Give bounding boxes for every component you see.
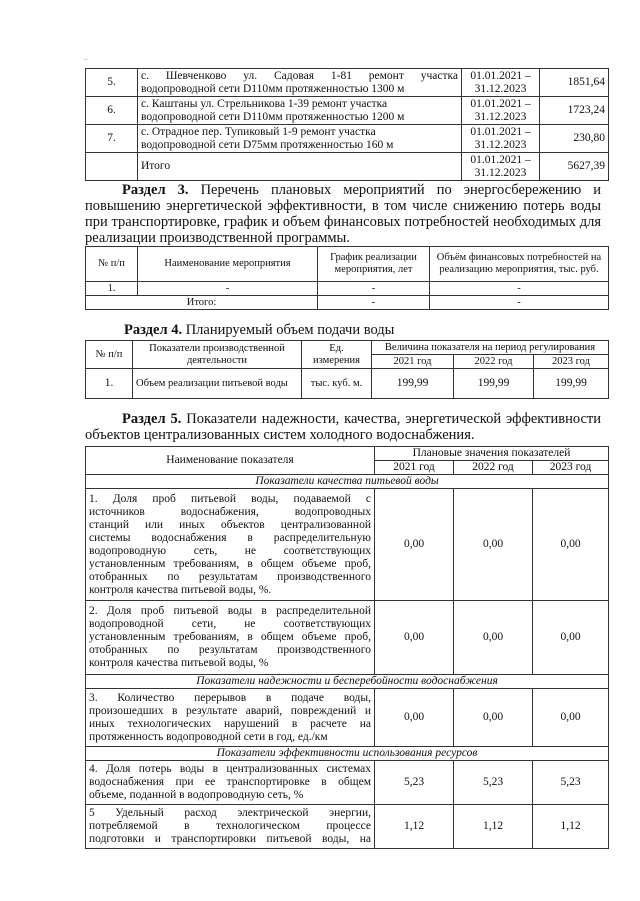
section3-table	[85, 246, 609, 310]
measure-description: с. Каштаны ул. Стрельникова 1-39 ремонт участка водопроводной сети D110мм протяженностью 1200 м	[138, 97, 462, 125]
table-row	[86, 69, 609, 97]
indicator-description: 1. Доля проб питьевой воды, подаваемой с источников водоснабжения, водопроводных станций или иных объектов централизованной системы водоснабжения в распределительную водопроводную сеть, не соответствующих установленным требованиям, в общем объеме проб, отобранных по результатам производственного контроля качества питьевой воды, %.	[86, 489, 375, 601]
indicator-description: 2. Доля проб питьевой воды в распределительной водопроводной сети, не соответствующих установленным требованиям, в общем объеме проб, отобранных по результатам производственного контроля качества питьевой воды, %	[86, 601, 375, 675]
table-row: 1. - - -	[86, 282, 609, 296]
measure-value: 230,80	[540, 125, 609, 153]
total-value: 5627,39	[540, 153, 609, 181]
table-header-row: 2021 год 2022 год 2023 год	[86, 461, 609, 475]
table-row: 3. Количество перерывов в подаче воды, произошедших в результате аварий, повреждений и иных технологических нарушений в расчете на протяженность водопроводной сети в год, ед./км 0,00 0,00 0,00	[86, 689, 609, 747]
measure-period: 01.01.2021 – 31.12.2023	[462, 97, 540, 125]
indicator-description: 4. Доля потерь воды в централизованных системах водоснабжения при ее транспортировке в общем объеме, поданной в водопроводную сеть, %	[86, 761, 375, 805]
header-mark: ..	[83, 52, 88, 62]
table-row: 4. Доля потерь воды в централизованных системах водоснабжения при ее транспортировке в общем объеме, поданной в водопроводную сеть, % 5,23 5,23 5,23	[86, 761, 609, 805]
indicators-table	[85, 446, 609, 849]
row-number: 7.	[86, 125, 138, 153]
table-header-row: № п/п Показатели производственной деятельности Ед. измерения Величина показателя на период регулирования	[86, 341, 609, 355]
table-header-row: Наименование показателя Плановые значения показателей	[86, 447, 609, 461]
group-row: Показатели эффективности использования ресурсов	[86, 747, 609, 761]
measure-value: 1851,64	[540, 69, 609, 97]
table-row	[86, 97, 609, 125]
row-number: 5.	[86, 69, 138, 97]
section3-heading: Раздел 3. Перечень плановых мероприятий по энергосбережению и повышению энергетической эффективности, в том числе снижению потерь воды при транспортировке, график и объем финансовых потребностей необходимых для реализации производственной программы.	[85, 182, 602, 246]
table-header-row: 2021 год 2022 год 2023 год	[86, 355, 609, 369]
measure-period: 01.01.2021 – 31.12.2023	[462, 125, 540, 153]
row-number: 6.	[86, 97, 138, 125]
measure-description: с. Отрадное пер. Тупиковый 1-9 ремонт участка водопроводной сети D75мм протяженностью 160 м	[138, 125, 462, 153]
table-header-row: № п/п Наименование мероприятия График реализации мероприятия, лет Объём финансовых потребностей на реализацию мероприятия, тыс. руб.	[86, 247, 609, 282]
measure-value: 1723,24	[540, 97, 609, 125]
table-total-row: Итого: - -	[86, 296, 609, 310]
water-supply-table	[85, 340, 609, 399]
measure-period: 01.01.2021 – 31.12.2023	[462, 69, 540, 97]
table-row: 1. Объем реализации питьевой воды тыс. куб. м. 199,99 199,99 199,99	[86, 369, 609, 399]
measure-description: с. Шевченково ул. Садовая 1-81 ремонт участка водопроводной сети D110мм протяженностью 1300 м	[138, 69, 462, 97]
section5-heading: Раздел 5. Показатели надежности, качества, энергетической эффективности объектов централизованных систем холодного водоснабжения.	[85, 411, 602, 443]
table-row: 5 Удельный расход электрической энергии, потребляемой в технологическом процессе подготовки и транспортировки питьевой воды, на 1,12 1,12 1,12	[86, 805, 609, 849]
section4-heading: Раздел 4. Планируемый объем подачи воды	[124, 322, 395, 338]
table-row	[86, 125, 609, 153]
indicator-description: 3. Количество перерывов в подаче воды, произошедших в результате аварий, повреждений и иных технологических нарушений в расчете на протяженность водопроводной сети в год, ед./км	[86, 689, 375, 747]
table-row: 2. Доля проб питьевой воды в распределительной водопроводной сети, не соответствующих установленным требованиям, в общем объеме проб, отобранных по результатам производственного контроля качества питьевой воды, % 0,00 0,00 0,00	[86, 601, 609, 675]
indicator-description: 5 Удельный расход электрической энергии, потребляемой в технологическом процессе подготовки и транспортировки питьевой воды, на	[86, 805, 375, 849]
total-period: 01.01.2021 – 31.12.2023	[462, 153, 540, 181]
table-total-row	[86, 153, 609, 181]
measures-table	[85, 68, 609, 181]
group-row: Показатели качества питьевой воды	[86, 475, 609, 489]
total-label: Итого	[138, 153, 462, 181]
group-row: Показатели надежности и бесперебойности водоснабжения	[86, 675, 609, 689]
table-row: 1. Доля проб питьевой воды, подаваемой с источников водоснабжения, водопроводных станций или иных объектов централизованной системы водоснабжения в распределительную водопроводную сеть, не соответствующих установленным требованиям, в общем объеме проб, отобранных по результатам производственного контроля качества питьевой воды, %. 0,00 0,00 0,00	[86, 489, 609, 601]
